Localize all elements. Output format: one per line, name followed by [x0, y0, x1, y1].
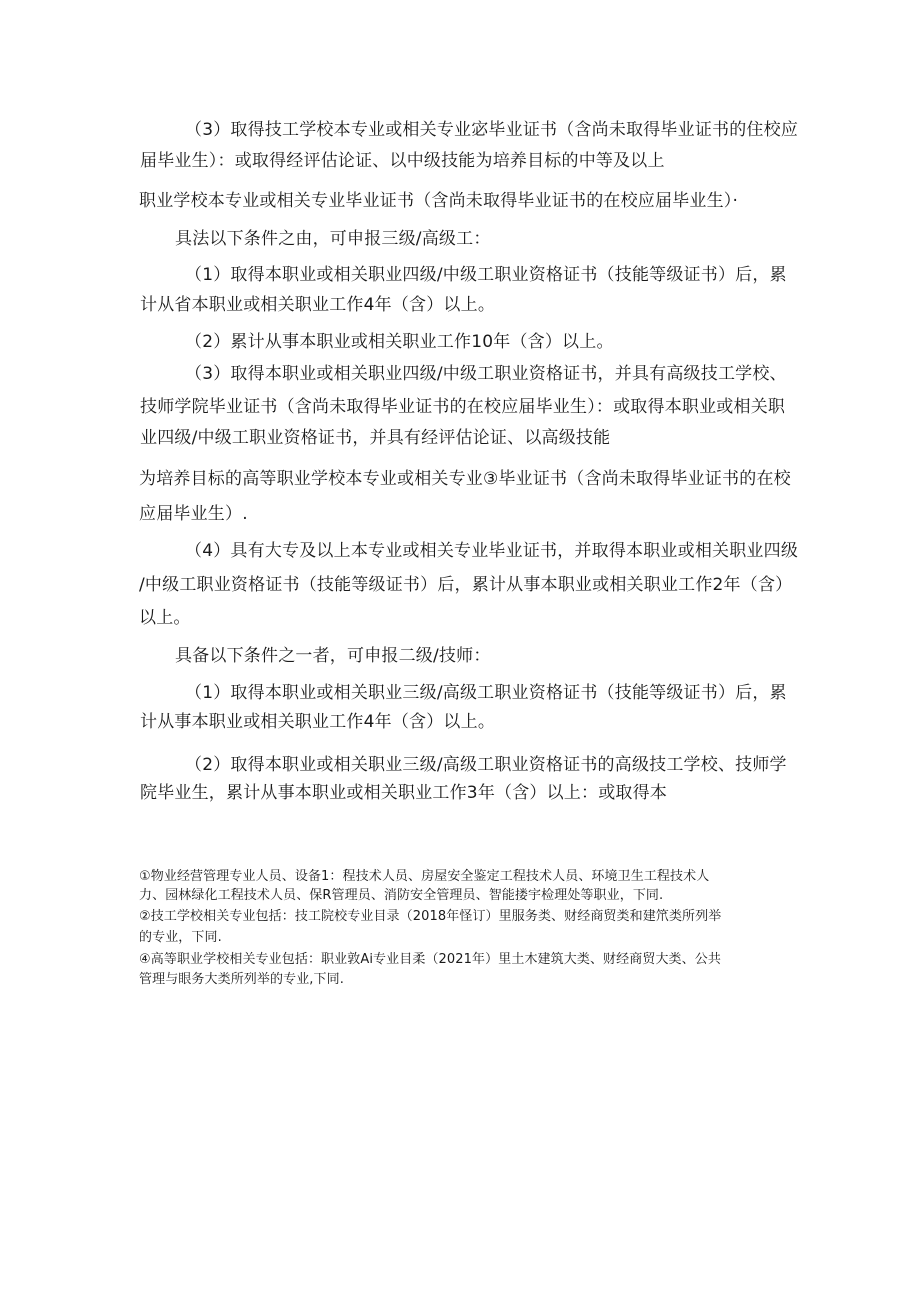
body-line: 应届毕业生）.: [139, 504, 248, 524]
body-line: 具法以下条件之由，可申报三级/高级工：: [175, 229, 491, 249]
body-line: 为培养目标的高等职业学校本专业或相关专业③毕业证书（含尚未取得毕业证书的在校: [139, 469, 791, 489]
body-line: /中级工职业资格证书（技能等级证书）后，累计从事本职业或相关职业工作2年（含）: [139, 575, 793, 595]
body-line: 计从事本职业或相关职业工作4年（含）以上。: [140, 712, 496, 732]
body-line: （1）取得本职业或相关职业三级/高级工职业资格证书（技能等级证书）后，累: [185, 683, 787, 703]
body-line: （2）累计从事本职业或相关职业工作10年（含）以上。: [185, 332, 614, 352]
body-line: （1）取得本职业或相关职业四级/中级工职业资格证书（技能等级证书）后，累: [185, 265, 787, 285]
body-line: 技师学院毕业证书（含尚未取得毕业证书的在校应届毕业生）：或取得本职业或相关职: [140, 397, 786, 417]
body-line: （3）取得本职业或相关职业四级/中级工职业资格证书，并具有高级技工学校、: [185, 364, 787, 384]
footnote-line: 的专业，下同.: [139, 930, 222, 945]
body-line: 业四级/中级工职业资格证书，并具有经评估论证、以高级技能: [140, 428, 611, 448]
body-line: （2）取得本职业或相关职业三级/高级工职业资格证书的高级技工学校、技师学: [185, 755, 787, 775]
body-line: 具备以下条件之一者，可申报二级/技师：: [175, 646, 491, 666]
body-line: 职业学校本专业或相关专业毕业证书（含尚未取得毕业证书的在校应届毕业生）·: [139, 191, 739, 211]
body-line: 届毕业生）：或取得经评估论证、以中级技能为培养目标的中等及以上: [140, 151, 665, 171]
footnote-line: ①物业经营管理专业人员、设备1：程技术人员、房屋安全鉴定工程技术人员、环境卫生工程技术人: [139, 869, 710, 884]
body-line: （4）具有大专及以上本专业或相关专业毕业证书，并取得本职业或相关职业四级: [185, 541, 799, 561]
footnote-line: 管理与眼务大类所列举的专业,下同.: [139, 972, 344, 987]
body-line: （3）取得技工学校本专业或相关专业宓毕业证书（含尚未取得毕业证书的住校应: [185, 120, 799, 140]
body-line: 院毕业生，累计从事本职业或相关职业工作3年（含）以上：或取得本: [140, 783, 668, 803]
footnote-line: ④高等职业学校相关专业包括：职业敦Ai专业目柔（2021年）里土木建筑大类、财经商贸大类、公共: [139, 952, 721, 967]
body-line: 计从省本职业或相关职业工作4年（含）以上。: [140, 295, 496, 315]
footnote-line: 力、园林绿化工程技术人员、保R管理员、消防安全管理员、智能搂宇检理处等职业，下同.: [139, 888, 664, 903]
footnote-line: ②技工学校相关专业包括：技工院校专业目录（2018年怪订）里服务类、财经商贸类和建笊类所列举: [139, 909, 722, 924]
body-line: 以上。: [139, 608, 191, 628]
